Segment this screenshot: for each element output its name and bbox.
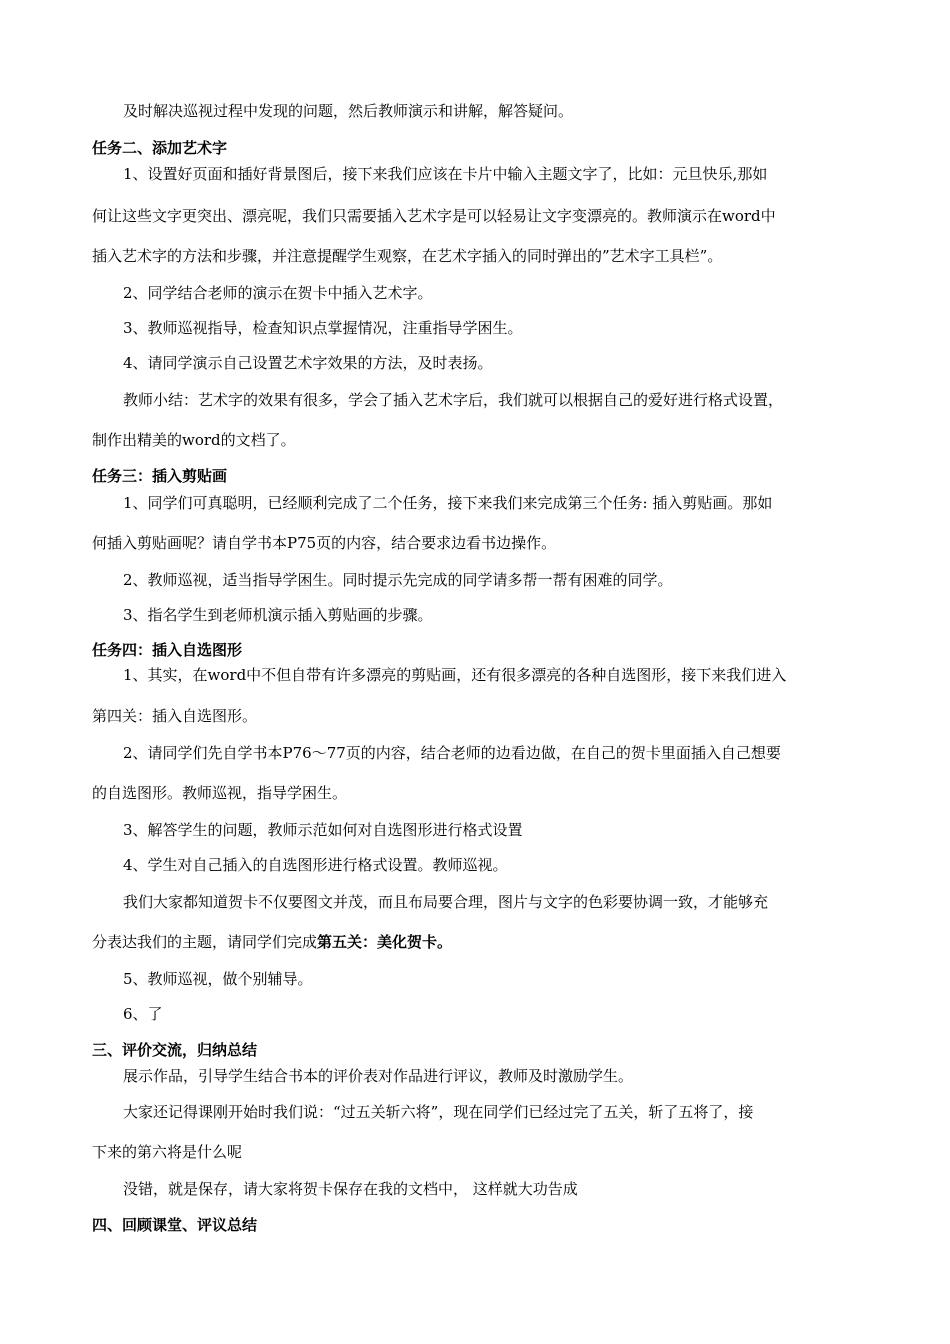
paragraph-line: 教师小结：艺术字的效果有很多，学会了插入艺术字后，我们就可以根据自己的爱好进行格式设置， [123, 391, 784, 409]
paragraph-line: 1、设置好页面和插好背景图后，接下来我们应该在卡片中输入主题文字了，比如：元旦快乐,那如 [123, 165, 768, 183]
paragraph-line: 何让这些文字更突出、漂亮呢，我们只需要插入艺术字是可以轻易让文字变漂亮的。教师演示在word中 [92, 207, 776, 225]
paragraph-line: 及时解决巡视过程中发现的问题，然后教师演示和讲解，解答疑问。 [123, 102, 574, 120]
paragraph-line: 1、同学们可真聪明，已经顺利完成了二个任务，接下来我们来完成第三个任务: 插入剪贴画。那如 [123, 494, 773, 512]
paragraph-line: 下来的第六将是什么呢 [92, 1143, 243, 1161]
paragraph-line: 2、请同学们先自学书本P76～77页的内容，结合老师的边看边做，在自己的贺卡里面插入自己想要 [123, 744, 781, 762]
paragraph-line: 的自选图形。教师巡视，指导学困生。 [92, 784, 348, 802]
paragraph-line: 展示作品，引导学生结合书本的评价表对作品进行评议，教师及时激励学生。 [123, 1067, 634, 1085]
paragraph-line: 2、同学结合老师的演示在贺卡中插入艺术字。 [123, 284, 433, 302]
paragraph-line: 3、解答学生的问题，教师示范如何对自选图形进行格式设置 [123, 821, 523, 839]
paragraph-line: 我们大家都知道贺卡不仅要图文并茂，而且布局要合理，图片与文字的色彩要协调一致，才能够充 [123, 893, 769, 911]
paragraph-line: 大家还记得课刚开始时我们说：“过五关斩六将”，现在同学们已经过完了五关，斩了五将了，接 [123, 1103, 754, 1121]
paragraph-line: 6、了 [123, 1005, 163, 1023]
paragraph-line: 4、请同学演示自己设置艺术字效果的方法，及时表扬。 [123, 354, 493, 372]
paragraph-line: 第四关：插入自选图形。 [92, 707, 258, 725]
paragraph-line: 3、指名学生到老师机演示插入剪贴画的步骤。 [123, 606, 433, 624]
section-heading: 任务二、添加艺术字 [92, 139, 228, 157]
paragraph-line [92, 932, 872, 952]
paragraph-text: 分表达我们的主题，请同学们完成 [92, 933, 318, 951]
paragraph-line: 插入艺术字的方法和步骤，并注意提醒学生观察，在艺术字插入的同时弹出的”艺术字工具栏”。 [92, 247, 723, 265]
paragraph-line: 1、其实，在word中不但自带有许多漂亮的剪贴画，还有很多漂亮的各种自选图形，接下来我们进入 [123, 666, 787, 684]
paragraph-line: 没错，就是保存，请大家将贺卡保存在我的文档中， 这样就大功告成 [123, 1180, 578, 1198]
paragraph-line: 5、教师巡视，做个别辅导。 [123, 970, 313, 988]
section-heading: 四、回顾课堂、评议总结 [92, 1216, 258, 1234]
paragraph-line: 3、教师巡视指导，检查知识点掌握情况，注重指导学困生。 [123, 319, 523, 337]
section-heading: 三、评价交流，归纳总结 [92, 1041, 258, 1059]
bold-phrase: 第五关：美化贺卡。 [317, 933, 453, 951]
section-heading: 任务四：插入自选图形 [92, 641, 243, 659]
paragraph-line: 2、教师巡视，适当指导学困生。同时提示先完成的同学请多帮一帮有困难的同学。 [123, 571, 673, 589]
paragraph-line: 4、学生对自己插入的自选图形进行格式设置。教师巡视。 [123, 856, 508, 874]
paragraph-line: 何插入剪贴画呢？请自学书本P75页的内容，结合要求边看书边操作。 [92, 534, 557, 552]
paragraph-line: 制作出精美的word的文档了。 [92, 431, 296, 449]
section-heading: 任务三：插入剪贴画 [92, 467, 228, 485]
